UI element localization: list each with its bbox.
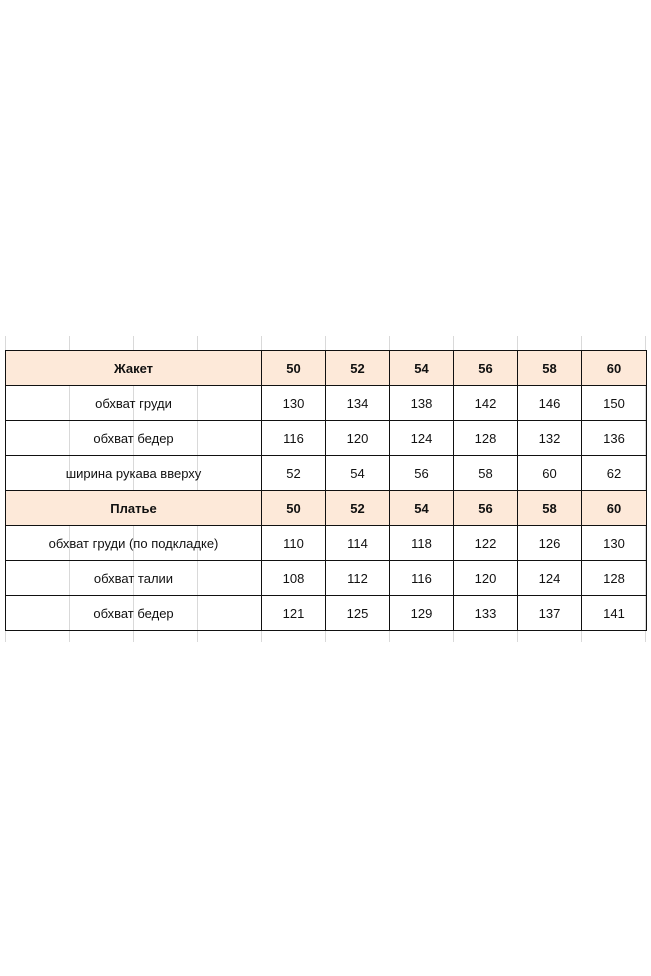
- value-cell: 54: [326, 456, 390, 491]
- section-title-jacket: Жакет: [6, 351, 262, 386]
- size-header-cell: 54: [390, 491, 454, 526]
- value-cell: 118: [390, 526, 454, 561]
- value-cell: 112: [326, 561, 390, 596]
- value-cell: 124: [390, 421, 454, 456]
- value-cell: 141: [582, 596, 647, 631]
- value-cell: 110: [262, 526, 326, 561]
- size-header-cell: 58: [518, 491, 582, 526]
- value-cell: 116: [390, 561, 454, 596]
- value-cell: 124: [518, 561, 582, 596]
- table-row: [6, 561, 647, 596]
- value-cell: 58: [454, 456, 518, 491]
- value-cell: 133: [454, 596, 518, 631]
- spreadsheet-sheet: [0, 336, 651, 642]
- size-header-cell: 58: [518, 351, 582, 386]
- row-label-cell: обхват груди: [6, 386, 262, 421]
- value-cell: 138: [390, 386, 454, 421]
- value-cell: 60: [518, 456, 582, 491]
- value-cell: 56: [390, 456, 454, 491]
- value-cell: 120: [326, 421, 390, 456]
- value-cell: 114: [326, 526, 390, 561]
- size-header-cell: 50: [262, 351, 326, 386]
- size-header-cell: 56: [454, 491, 518, 526]
- row-label-cell: обхват бедер: [6, 596, 262, 631]
- size-chart-table: [5, 350, 647, 631]
- value-cell: 125: [326, 596, 390, 631]
- value-cell: 134: [326, 386, 390, 421]
- value-cell: 129: [390, 596, 454, 631]
- size-header-cell: 60: [582, 491, 647, 526]
- value-cell: 130: [582, 526, 647, 561]
- size-header-cell: 52: [326, 351, 390, 386]
- value-cell: 150: [582, 386, 647, 421]
- table-row: [6, 456, 647, 491]
- row-label-cell: обхват груди (по подкладке): [6, 526, 262, 561]
- value-cell: 142: [454, 386, 518, 421]
- table-header-row: [6, 351, 647, 386]
- size-header-cell: 50: [262, 491, 326, 526]
- table-row: [6, 386, 647, 421]
- size-header-cell: 54: [390, 351, 454, 386]
- size-header-cell: 60: [582, 351, 647, 386]
- row-label-cell: обхват талии: [6, 561, 262, 596]
- size-header-cell: 56: [454, 351, 518, 386]
- value-cell: 108: [262, 561, 326, 596]
- table-row: [6, 421, 647, 456]
- value-cell: 128: [454, 421, 518, 456]
- value-cell: 121: [262, 596, 326, 631]
- row-label-cell: обхват бедер: [6, 421, 262, 456]
- value-cell: 116: [262, 421, 326, 456]
- value-cell: 136: [582, 421, 647, 456]
- table-row: [6, 596, 647, 631]
- size-header-cell: 52: [326, 491, 390, 526]
- value-cell: 52: [262, 456, 326, 491]
- value-cell: 137: [518, 596, 582, 631]
- table-header-row: [6, 491, 647, 526]
- row-label-cell: ширина рукава вверху: [6, 456, 262, 491]
- section-title-dress: Платье: [6, 491, 262, 526]
- value-cell: 62: [582, 456, 647, 491]
- value-cell: 122: [454, 526, 518, 561]
- value-cell: 126: [518, 526, 582, 561]
- table-row: [6, 526, 647, 561]
- value-cell: 120: [454, 561, 518, 596]
- value-cell: 128: [582, 561, 647, 596]
- value-cell: 132: [518, 421, 582, 456]
- value-cell: 146: [518, 386, 582, 421]
- value-cell: 130: [262, 386, 326, 421]
